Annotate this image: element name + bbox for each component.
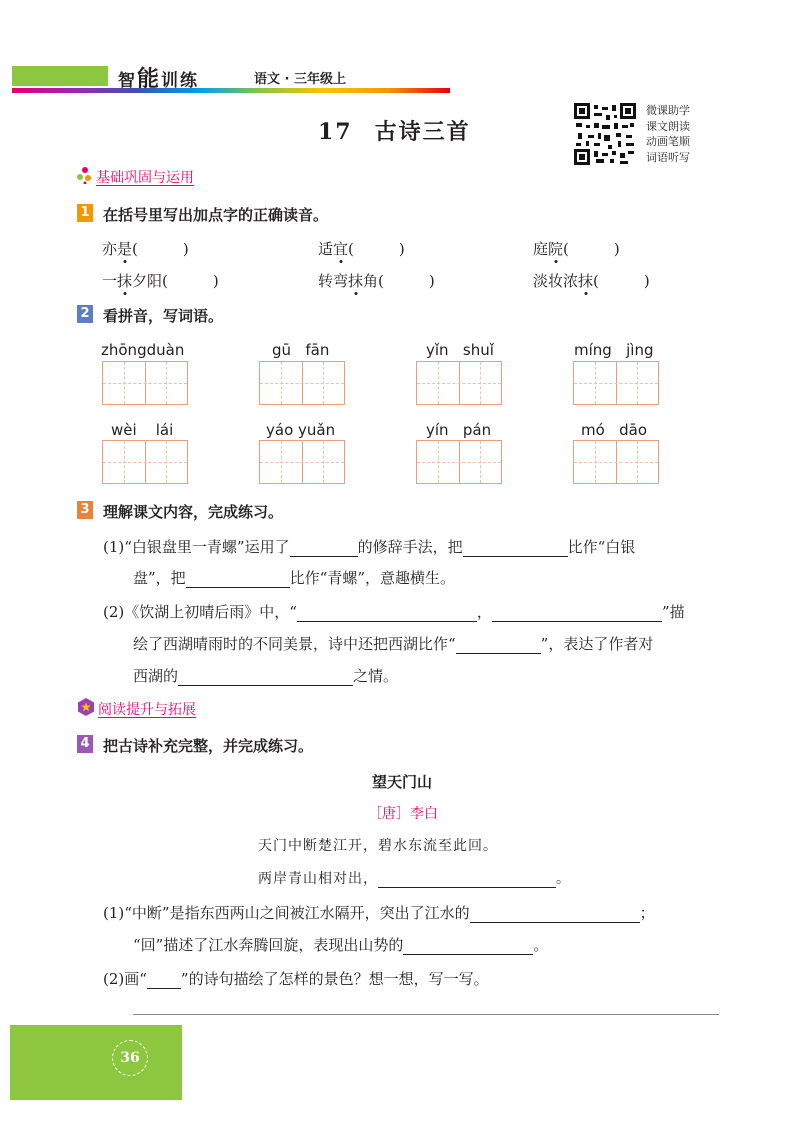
question-number: 3 bbox=[77, 501, 93, 519]
answer-paren[interactable]: ( ) bbox=[162, 272, 219, 290]
q1-item[interactable] bbox=[533, 238, 620, 259]
q1-item[interactable] bbox=[318, 238, 405, 259]
qr-caption-line: 课文朗读 bbox=[646, 119, 690, 133]
writing-grid[interactable] bbox=[102, 440, 188, 484]
q1-item[interactable] bbox=[102, 238, 189, 259]
pinyin-label: gū fān bbox=[272, 341, 330, 359]
qr-caption-line: 动画笔顺 bbox=[646, 135, 690, 148]
brand-part: 智 bbox=[118, 71, 137, 91]
q1-item[interactable] bbox=[318, 270, 435, 291]
word-part: 适 bbox=[318, 240, 334, 258]
question-number: 2 bbox=[77, 305, 93, 323]
poem-line: 两岸青山相对出， 。 bbox=[258, 871, 571, 887]
question-text: 看拼音，写词语。 bbox=[103, 307, 224, 325]
answer-paren[interactable]: ( ) bbox=[563, 240, 620, 258]
poem-author: ［唐］李白 bbox=[368, 806, 438, 822]
section-reading-title: 阅读提升与拓展 bbox=[98, 702, 196, 718]
pinyin-label: yáo yuǎn bbox=[266, 421, 336, 439]
word-part: 角 bbox=[363, 272, 379, 290]
word-part: 夕阳 bbox=[132, 272, 163, 290]
answer-blank[interactable] bbox=[186, 572, 290, 588]
q3-part2-line1: (2)《饮湖上初晴后雨》中，“ ， ”描 bbox=[103, 603, 685, 621]
brand-title bbox=[118, 62, 199, 93]
qr-caption bbox=[646, 103, 706, 165]
dotted-char: 抹 bbox=[348, 272, 364, 290]
brand-part: 能 bbox=[137, 67, 162, 92]
dotted-char: 院 bbox=[548, 240, 564, 258]
word-part: 庭 bbox=[533, 240, 549, 258]
brand-part: 训练 bbox=[161, 71, 200, 91]
pinyin-label: zhōngduàn bbox=[101, 341, 185, 359]
dotted-char: 抹 bbox=[117, 272, 133, 290]
answer-blank[interactable] bbox=[147, 973, 181, 989]
writing-grid[interactable] bbox=[416, 440, 502, 484]
answer-paren[interactable]: ( ) bbox=[132, 240, 189, 258]
answer-blank[interactable] bbox=[492, 606, 662, 622]
answer-paren[interactable]: ( ) bbox=[348, 240, 405, 258]
answer-blank[interactable] bbox=[290, 541, 358, 557]
writing-grid[interactable] bbox=[259, 440, 345, 484]
pinyin-label: mó dāo bbox=[581, 421, 647, 439]
section-basic-title: 基础巩固与运用 bbox=[96, 170, 194, 186]
writing-grid[interactable] bbox=[259, 361, 345, 405]
header-green-bar bbox=[12, 66, 108, 86]
writing-grid[interactable] bbox=[416, 361, 502, 405]
answer-blank[interactable] bbox=[297, 606, 477, 622]
q1-item[interactable] bbox=[102, 270, 219, 291]
word-part: 淡妆浓 bbox=[533, 272, 579, 290]
pinyin-label: yǐn shuǐ bbox=[426, 341, 494, 359]
qr-caption-line: 微课助学 bbox=[646, 104, 690, 117]
answer-paren[interactable]: ( ) bbox=[378, 272, 435, 290]
question-number: 4 bbox=[77, 735, 93, 753]
q3-part2-line3: 西湖的 之情。 bbox=[133, 667, 399, 685]
header-rainbow-bar bbox=[12, 88, 450, 93]
answer-blank[interactable] bbox=[378, 872, 556, 888]
writing-grid[interactable] bbox=[573, 440, 659, 484]
qr-caption-line: 词语听写 bbox=[646, 150, 690, 164]
pinyin-label: yín pán bbox=[426, 421, 492, 439]
question-text: 在括号里写出加点字的正确读音。 bbox=[103, 206, 329, 224]
answer-blank[interactable] bbox=[178, 670, 353, 686]
q3-part2-line2: 绘了西湖晴雨时的不同美景，诗中还把西湖比作“ ”，表达了作者对 bbox=[133, 635, 654, 653]
dotted-char: 宜 bbox=[333, 240, 349, 258]
lesson-name: 古诗三首 bbox=[374, 119, 471, 145]
writing-grid[interactable] bbox=[573, 361, 659, 405]
answer-writing-line[interactable] bbox=[133, 1014, 719, 1015]
answer-blank[interactable] bbox=[456, 638, 541, 654]
q3-part1-line2: 盘”，把 比作“青螺”，意趣横生。 bbox=[133, 569, 456, 587]
question-text: 理解课文内容，完成练习。 bbox=[103, 503, 284, 521]
answer-blank[interactable] bbox=[403, 939, 533, 955]
word-part: 转弯 bbox=[318, 272, 349, 290]
question-number: 1 bbox=[77, 204, 93, 222]
page-number: 36 bbox=[112, 1040, 148, 1076]
dots-icon bbox=[76, 166, 94, 184]
lesson-number: 17 bbox=[318, 119, 353, 145]
word-part: 亦 bbox=[102, 240, 118, 258]
q4-part1-line1: (1)“中断”是指东西两山之间被江水隔开，突出了江水的 ； bbox=[103, 904, 655, 922]
answer-paren[interactable]: ( ) bbox=[593, 272, 650, 290]
q1-item[interactable] bbox=[533, 270, 650, 291]
word-part: 一 bbox=[102, 272, 118, 290]
poem-line: 天门中断楚江开，碧水东流至此回。 bbox=[258, 838, 498, 854]
q3-part1-line1: (1)“白银盘里一青螺”运用了 的修辞手法，把 比作“白银 bbox=[103, 538, 636, 556]
q4-part2-line1: (2)画“ ”的诗句描绘了怎样的景色？想一想，写一写。 bbox=[103, 970, 489, 988]
answer-blank[interactable] bbox=[463, 541, 568, 557]
dotted-char: 抹 bbox=[578, 272, 594, 290]
question-text: 把古诗补充完整，并完成练习。 bbox=[103, 737, 314, 755]
footer-green-block bbox=[10, 1025, 182, 1100]
lesson-title bbox=[318, 115, 471, 146]
star-hexagon-icon bbox=[77, 698, 95, 716]
qr-code-icon[interactable] bbox=[574, 103, 636, 165]
subject-label: 语文 · 三年级上 bbox=[254, 72, 346, 87]
pinyin-label: míng jìng bbox=[574, 341, 654, 359]
writing-grid[interactable] bbox=[102, 361, 188, 405]
dotted-char: 是 bbox=[117, 240, 133, 258]
poem-title: 望天门山 bbox=[372, 773, 433, 791]
pinyin-label: wèi lái bbox=[111, 421, 174, 439]
answer-blank[interactable] bbox=[470, 907, 640, 923]
q4-part1-line2: “回”描述了江水奔腾回旋，表现出山势的 。 bbox=[133, 936, 549, 954]
